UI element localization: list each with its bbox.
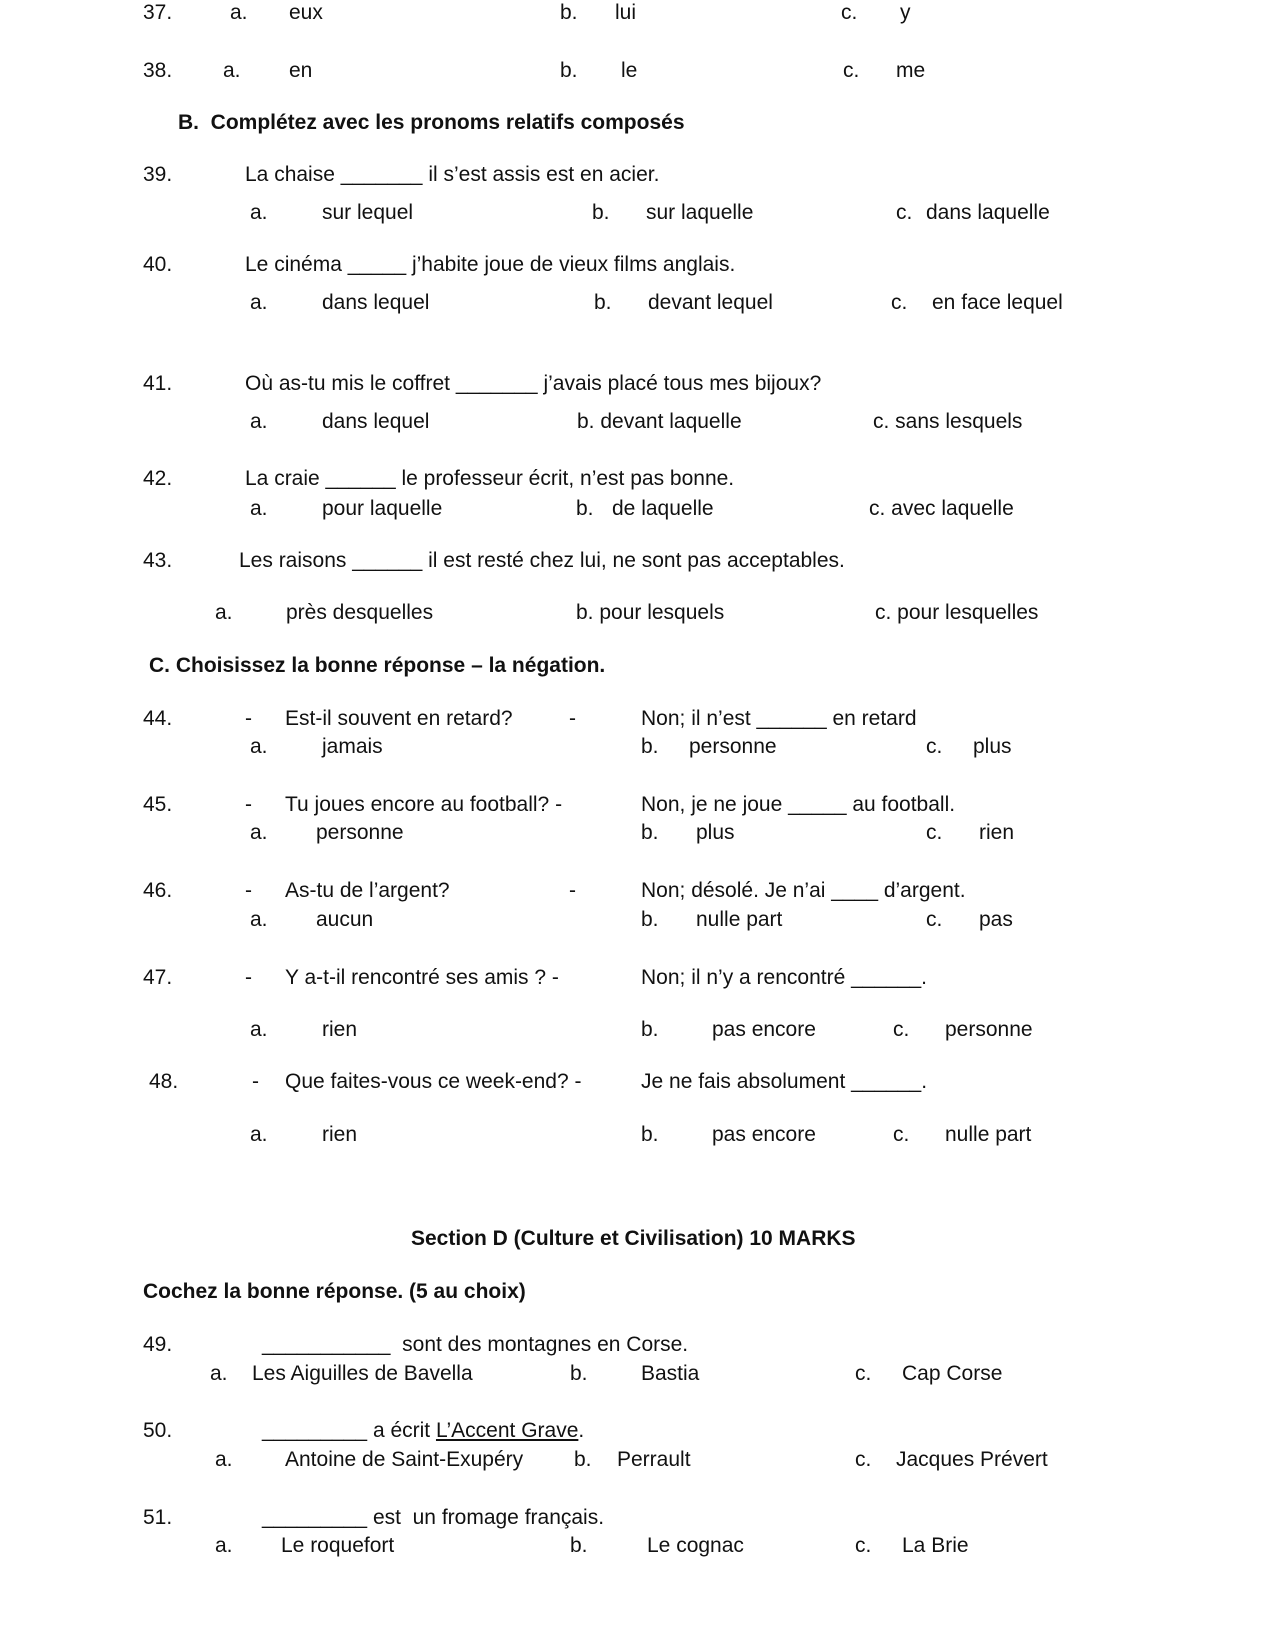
question-number: 51. [143, 1506, 173, 1529]
question-number: 50. [143, 1419, 173, 1442]
option-letter: b. [641, 908, 659, 931]
question-text: Que faites-vous ce week-end? - [285, 1070, 582, 1093]
question-number: 40. [143, 253, 173, 276]
option-letter: b. [641, 735, 659, 758]
option-c: rien [979, 821, 1015, 844]
option-letter: b. [576, 497, 594, 520]
option-c: pas [979, 908, 1013, 931]
option-letter: a. [250, 908, 268, 931]
option-letter: c. [841, 1, 858, 24]
option-letter: a. [250, 1018, 268, 1041]
question-number: 39. [143, 163, 173, 186]
option-letter: a. [215, 1448, 233, 1471]
question-stem [262, 1418, 584, 1444]
option-a: Le roquefort [281, 1534, 395, 1557]
question-stem: Où as-tu mis le coffret _______ j’avais placé tous mes bijoux? [245, 372, 822, 395]
question-number: 45. [143, 793, 173, 816]
option-letter: b. [594, 291, 612, 314]
option-a: dans lequel [322, 291, 430, 314]
option-a: en [289, 59, 313, 82]
option-b: Perrault [617, 1448, 691, 1471]
option-b: Bastia [641, 1362, 700, 1385]
option-letter: c. [855, 1448, 872, 1471]
question-stem: Le cinéma _____ j’habite joue de vieux films anglais. [245, 253, 736, 276]
answer-text: Non, je ne joue _____ au football. [641, 793, 956, 816]
option-letter: b. [560, 1, 578, 24]
option-c: dans laquelle [926, 201, 1050, 224]
question-number: 46. [143, 879, 173, 902]
option-letter: a. [210, 1362, 228, 1385]
question-text: As-tu de l’argent? [285, 879, 450, 902]
option-b: pas encore [712, 1018, 816, 1041]
option-c: Cap Corse [902, 1362, 1003, 1385]
answer-text: Non; il n’est ______ en retard [641, 707, 917, 730]
option-letter: a. [250, 821, 268, 844]
option-c: en face lequel [932, 291, 1063, 314]
option-b: lui [615, 1, 637, 24]
option-letter: b. [570, 1534, 588, 1557]
option-a: eux [289, 1, 323, 24]
question-stem: La craie ______ le professeur écrit, n’est pas bonne. [245, 467, 735, 490]
option-letter: c. [893, 1018, 910, 1041]
option-b: Le cognac [647, 1534, 744, 1557]
option-letter: c. [855, 1534, 872, 1557]
section-heading: Section D (Culture et Civilisation) 10 MARKS [411, 1227, 856, 1250]
question-stem: Les raisons ______ il est resté chez lui, ne sont pas acceptables. [239, 549, 845, 572]
option-letter: c. [926, 735, 943, 758]
question-number: 42. [143, 467, 173, 490]
option-a: jamais [322, 735, 383, 758]
option-a: Antoine de Saint-Exupéry [285, 1448, 524, 1471]
option-letter: a. [230, 1, 248, 24]
option-c: c. pour lesquelles [875, 601, 1039, 624]
option-letter: a. [250, 410, 268, 433]
option-b: b. pour lesquels [576, 601, 725, 624]
option-letter: c. [893, 1123, 910, 1146]
option-letter: b. [641, 821, 659, 844]
option-letter: b. [592, 201, 610, 224]
option-c: plus [973, 735, 1012, 758]
option-letter: a. [250, 735, 268, 758]
option-a: rien [322, 1018, 358, 1041]
option-letter: c. [891, 291, 908, 314]
question-text: Est-il souvent en retard? [285, 707, 513, 730]
option-letter: b. [574, 1448, 592, 1471]
option-a: rien [322, 1123, 358, 1146]
dash: - [252, 1070, 259, 1093]
option-letter: b. [641, 1018, 659, 1041]
option-letter: a. [215, 1534, 233, 1557]
option-b: pas encore [712, 1123, 816, 1146]
question-number: 48. [149, 1070, 179, 1093]
option-letter: c. [926, 821, 943, 844]
dash: - [245, 966, 252, 989]
question-stem-prefix: _________ a écrit [262, 1419, 436, 1442]
option-b: le [621, 59, 638, 82]
option-b: devant lequel [648, 291, 773, 314]
question-number: 49. [143, 1333, 173, 1356]
option-letter: a. [215, 601, 233, 624]
answer-text: Non; désolé. Je n’ai ____ d’argent. [641, 879, 966, 902]
option-b: nulle part [696, 908, 783, 931]
question-stem: La chaise _______ il s’est assis est en acier. [245, 163, 660, 186]
option-letter: c. [896, 201, 913, 224]
option-a: aucun [316, 908, 374, 931]
section-heading: B. Complétez avec les pronoms relatifs composés [178, 111, 685, 134]
dash: - [245, 879, 252, 902]
question-number: 47. [143, 966, 173, 989]
dash: - [569, 707, 576, 730]
option-a: dans lequel [322, 410, 430, 433]
option-b: b. devant laquelle [577, 410, 742, 433]
option-letter: b. [560, 59, 578, 82]
option-letter: c. [926, 908, 943, 931]
option-letter: a. [250, 497, 268, 520]
option-letter: c. [855, 1362, 872, 1385]
option-a: personne [316, 821, 404, 844]
question-text: Tu joues encore au football? - [285, 793, 563, 816]
book-title: L’Accent Grave [435, 1419, 579, 1442]
dash: - [245, 793, 252, 816]
option-c: c. avec laquelle [869, 497, 1014, 520]
answer-text: Je ne fais absolument ______. [641, 1070, 928, 1093]
dash: - [569, 879, 576, 902]
option-b: personne [689, 735, 777, 758]
question-number: 44. [143, 707, 173, 730]
question-stem: _________ est un fromage français. [262, 1506, 605, 1529]
option-b: plus [696, 821, 735, 844]
option-b: sur laquelle [646, 201, 754, 224]
option-letter: a. [250, 1123, 268, 1146]
dash: - [245, 707, 252, 730]
option-c: personne [945, 1018, 1033, 1041]
question-stem-suffix: . [578, 1419, 585, 1442]
section-heading: C. Choisissez la bonne réponse – la négation. [149, 654, 606, 677]
option-letter: a. [250, 201, 268, 224]
option-letter: a. [250, 291, 268, 314]
question-number: 41. [143, 372, 173, 395]
question-number: 37. [143, 1, 173, 24]
option-c: y [900, 1, 911, 24]
question-text: Y a-t-il rencontré ses amis ? - [285, 966, 559, 989]
option-a: sur lequel [322, 201, 414, 224]
option-b: de laquelle [612, 497, 714, 520]
option-c: c. sans lesquels [873, 410, 1023, 433]
question-stem: ___________ sont des montagnes en Corse. [262, 1333, 689, 1356]
option-a: Les Aiguilles de Bavella [252, 1362, 473, 1385]
answer-text: Non; il n’y a rencontré ______. [641, 966, 928, 989]
question-number: 43. [143, 549, 173, 572]
question-number: 38. [143, 59, 173, 82]
option-a: pour laquelle [322, 497, 443, 520]
option-a: près desquelles [286, 601, 434, 624]
option-c: Jacques Prévert [896, 1448, 1048, 1471]
option-letter: b. [570, 1362, 588, 1385]
option-c: me [896, 59, 926, 82]
option-letter: c. [843, 59, 860, 82]
option-letter: b. [641, 1123, 659, 1146]
option-c: nulle part [945, 1123, 1032, 1146]
option-letter: a. [223, 59, 241, 82]
instruction: Cochez la bonne réponse. (5 au choix) [143, 1280, 526, 1303]
option-c: La Brie [902, 1534, 969, 1557]
